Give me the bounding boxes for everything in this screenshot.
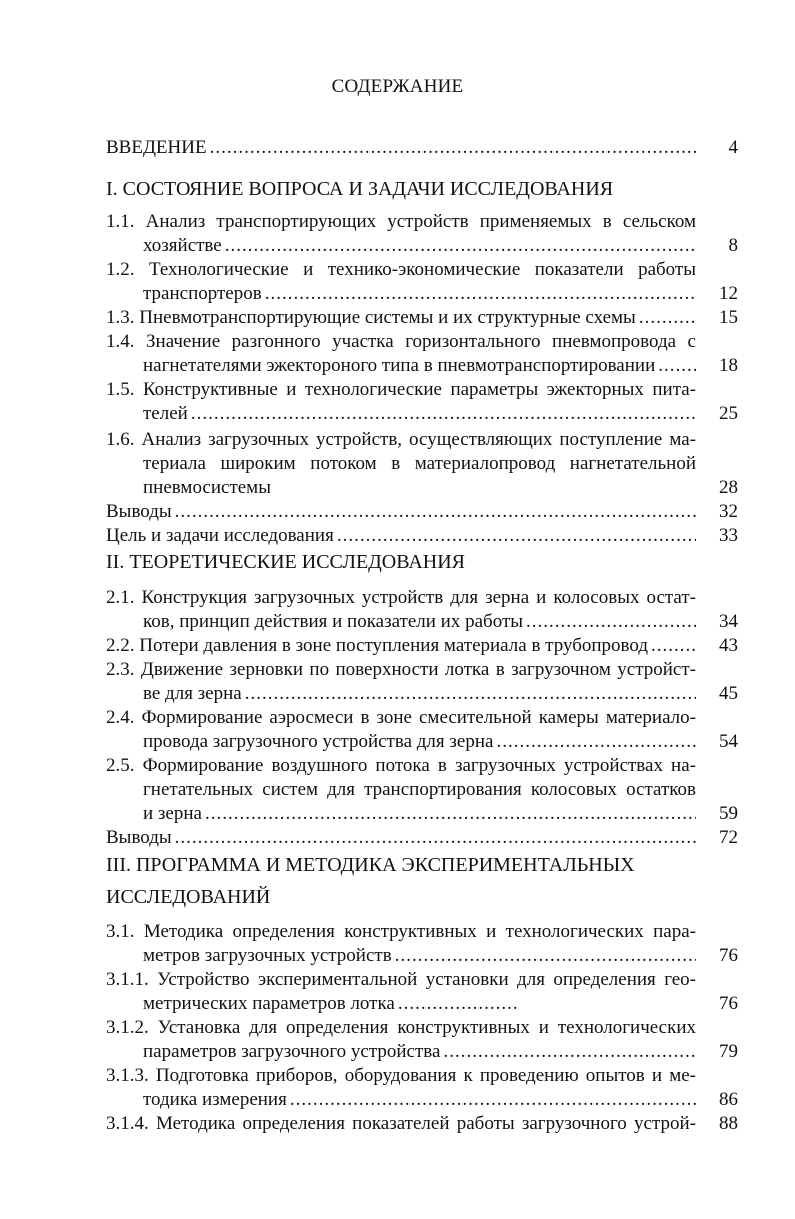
toc-entry-text: Выводы — [106, 501, 172, 522]
toc-page-number: 32 — [719, 501, 738, 522]
toc-entry-text: телей — [143, 403, 188, 424]
toc-entry-3-1[interactable]: 3.1. Методика определения конструктивных и технологических пара- — [106, 921, 696, 942]
toc-page-number: 4 — [728, 137, 738, 158]
toc-entry-text: и зерна — [143, 803, 202, 824]
toc-entry-3-1-1-cont[interactable] — [143, 992, 517, 1016]
dot-leader — [651, 634, 696, 658]
toc-entry-text: метров загрузочных устройств — [143, 945, 392, 966]
toc-page-number: 76 — [719, 993, 738, 1014]
toc-page-number: 79 — [719, 1041, 738, 1062]
toc-entry-text: параметров загрузочного устройства — [143, 1041, 441, 1062]
dot-leader — [398, 992, 517, 1016]
toc-entry-1-5-cont[interactable] — [143, 402, 696, 426]
chapter-3-heading-cont[interactable]: ИССЛЕДОВАНИЙ — [106, 886, 271, 908]
toc-entry-1-3[interactable] — [106, 306, 696, 330]
toc-entry-text: Цель и задачи исследования — [106, 525, 334, 546]
toc-entry-1-1[interactable]: 1.1. Анализ транспортирующих устройств применяемых в сельском — [106, 211, 696, 232]
toc-entry-text: провода загрузочного устройства для зерна — [143, 731, 494, 752]
toc-entry-introduction[interactable] — [106, 136, 696, 160]
toc-entry-text: тодика измерения — [143, 1089, 287, 1110]
toc-entry-2-1-cont[interactable] — [143, 610, 696, 634]
dot-leader — [225, 234, 696, 258]
dot-leader — [265, 282, 696, 306]
toc-entry-3-1-2[interactable]: 3.1.2. Установка для определения конструктивных и технологических — [106, 1017, 696, 1038]
toc-entry-1-6[interactable]: 1.6. Анализ загрузочных устройств, осуществляющих поступление ма- — [106, 429, 696, 450]
toc-entry-3-1-2-cont[interactable] — [143, 1040, 696, 1064]
toc-page-number: 76 — [719, 945, 738, 966]
chapter-1-heading[interactable]: I. СОСТОЯНИЕ ВОПРОСА И ЗАДАЧИ ИССЛЕДОВАНИЯ — [106, 178, 614, 200]
toc-entry-1-5[interactable]: 1.5. Конструктивные и технологические параметры эжекторных пита- — [106, 379, 696, 400]
toc-page-number: 43 — [719, 635, 738, 656]
toc-entry-3-1-cont[interactable] — [143, 944, 696, 968]
toc-entry-text: 1.3. Пневмотранспортирующие системы и их структурные схемы — [106, 307, 636, 328]
dot-leader — [639, 306, 696, 330]
toc-entry-1-2[interactable]: 1.2. Технологические и технико-экономические показатели работы — [106, 259, 696, 280]
toc-entry-1-6-cont[interactable]: териала широким потоком в материалопровод нагнетательной — [143, 453, 696, 474]
chapter-2-heading[interactable]: II. ТЕОРЕТИЧЕСКИЕ ИССЛЕДОВАНИЯ — [106, 551, 465, 573]
toc-page-number: 88 — [719, 1113, 738, 1134]
toc-page-number: 33 — [719, 525, 738, 546]
toc-entry-2-3[interactable]: 2.3. Движение зерновки по поверхности лотка в загрузочном устройст- — [106, 659, 696, 680]
toc-page-number: 18 — [719, 355, 738, 376]
toc-page-number: 45 — [719, 683, 738, 704]
dot-leader — [191, 402, 696, 426]
toc-page-number: 34 — [719, 611, 738, 632]
toc-page-number: 86 — [719, 1089, 738, 1110]
dot-leader — [658, 354, 696, 378]
toc-entry-text: ков, принцип действия и показатели их работы — [143, 611, 524, 632]
dot-leader — [205, 802, 696, 826]
toc-entry-2-4-cont[interactable] — [143, 730, 696, 754]
toc-entry-3-1-3[interactable]: 3.1.3. Подготовка приборов, оборудования к проведению опытов и ме- — [106, 1065, 696, 1086]
chapter-3-heading[interactable]: III. ПРОГРАММА И МЕТОДИКА ЭКСПЕРИМЕНТАЛЬНЫХ — [106, 854, 635, 876]
toc-page-number: 25 — [719, 403, 738, 424]
toc-entry-2-5-cont2[interactable] — [143, 802, 696, 826]
dot-leader — [210, 136, 696, 160]
toc-entry-text: ве для зерна — [143, 683, 242, 704]
toc-entry-1-4[interactable]: 1.4. Значение разгонного участка горизонтального пневмопровода с — [106, 331, 696, 352]
toc-entry-2-5-cont[interactable]: гнетательных систем для транспортирования колосовых остатков — [143, 779, 696, 800]
toc-entry-3-1-3-cont[interactable] — [143, 1088, 696, 1112]
toc-page-number: 12 — [719, 283, 738, 304]
toc-entry-1-1-cont[interactable] — [143, 234, 696, 258]
dot-leader — [395, 944, 696, 968]
toc-entry-1-4-cont[interactable] — [143, 354, 696, 378]
toc-entry-2-1[interactable]: 2.1. Конструкция загрузочных устройств для зерна и колосовых остат- — [106, 587, 696, 608]
dot-leader — [443, 1040, 696, 1064]
toc-entry-2-4[interactable]: 2.4. Формирование аэросмеси в зоне смесительной камеры материало- — [106, 707, 696, 728]
dot-leader — [175, 500, 696, 524]
toc-entry-text: нагнетателями эжектороного типа в пневмотранспортировании — [143, 355, 656, 376]
toc-entry-3-1-1[interactable]: 3.1.1. Устройство экспериментальной установки для определения гео- — [106, 969, 696, 990]
toc-entry-text: ВВЕДЕНИЕ — [106, 137, 207, 158]
toc-entry-2-5[interactable]: 2.5. Формирование воздушного потока в загрузочных устройствах на- — [106, 755, 696, 776]
toc-page-number: 59 — [719, 803, 738, 824]
toc-entry-1-6-cont2[interactable]: пневмосистемы — [143, 477, 271, 498]
dot-leader — [175, 826, 696, 850]
toc-entry-text: хозяйстве — [143, 235, 222, 256]
toc-entry-text: Выводы — [106, 827, 172, 848]
toc-entry-text: 2.2. Потери давления в зоне поступления материала в трубопровод — [106, 635, 648, 656]
dot-leader — [245, 682, 696, 706]
toc-page-number: 72 — [719, 827, 738, 848]
toc-entry-3-1-4[interactable]: 3.1.4. Методика определения показателей работы загрузочного устрой- — [106, 1113, 696, 1134]
dot-leader — [496, 730, 696, 754]
dot-leader — [290, 1088, 696, 1112]
toc-page-number: 28 — [719, 477, 738, 498]
page-title: СОДЕРЖАНИЕ — [331, 76, 464, 97]
toc-entry-goals[interactable] — [106, 524, 696, 548]
toc-entry-text: транспортеров — [143, 283, 262, 304]
dot-leader — [337, 524, 696, 548]
toc-entry-text: метрических параметров лотка — [143, 993, 395, 1014]
toc-page-number: 15 — [719, 307, 738, 328]
toc-entry-conclusions-1[interactable] — [106, 500, 696, 524]
toc-page-number: 8 — [728, 235, 738, 256]
dot-leader — [526, 610, 696, 634]
toc-entry-2-2[interactable] — [106, 634, 696, 658]
toc-entry-conclusions-2[interactable] — [106, 826, 696, 850]
toc-page-number: 54 — [719, 731, 738, 752]
toc-entry-1-2-cont[interactable] — [143, 282, 696, 306]
toc-entry-2-3-cont[interactable] — [143, 682, 696, 706]
